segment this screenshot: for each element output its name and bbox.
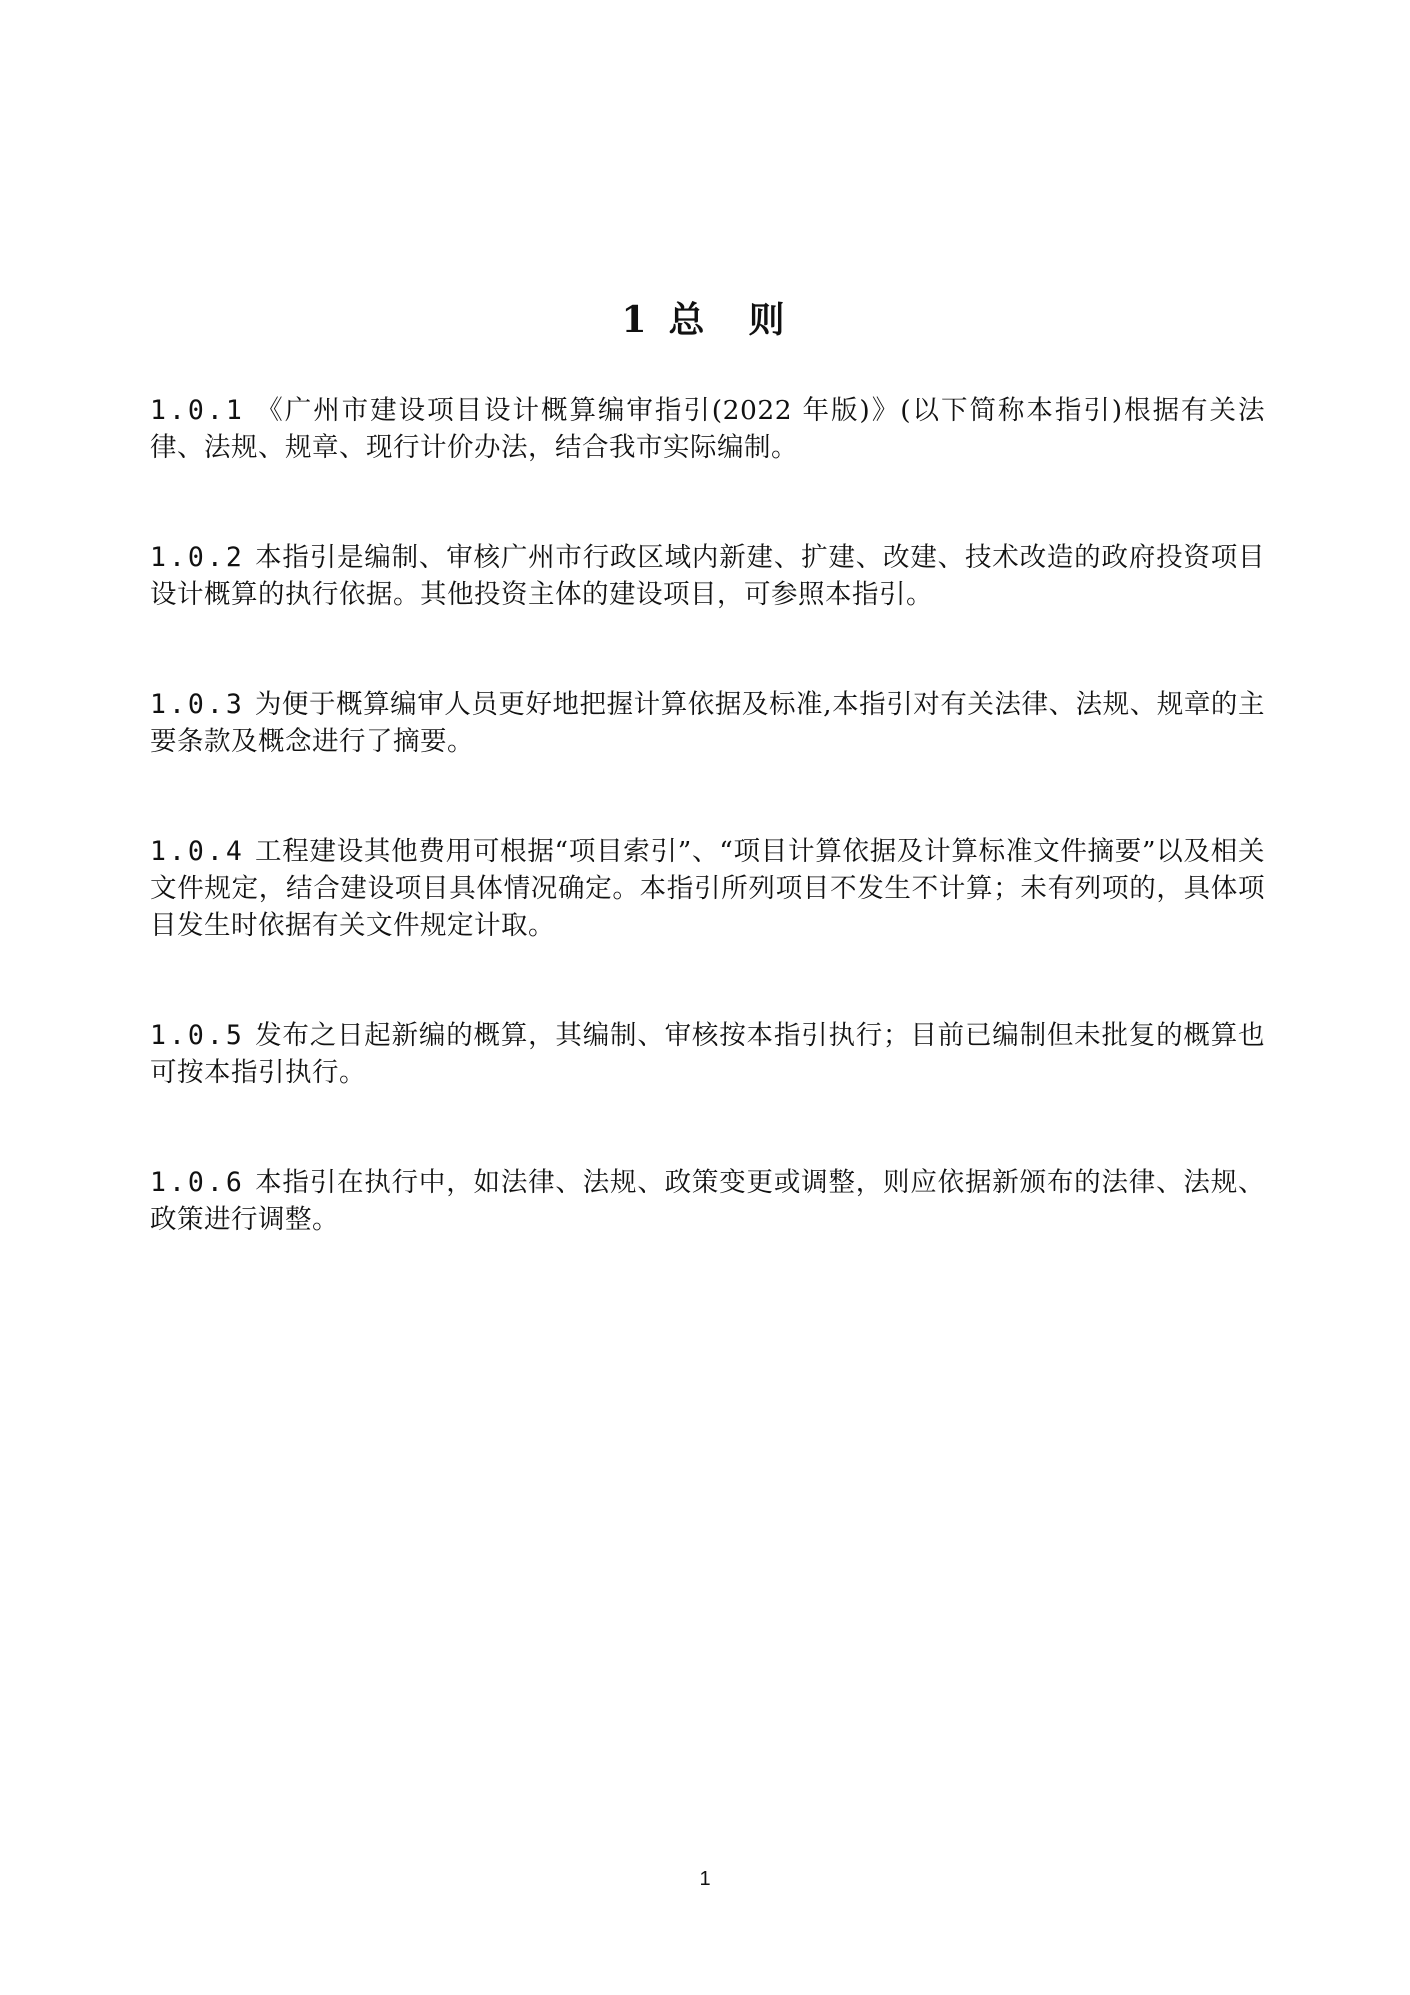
clause-paragraph (150, 1164, 1265, 1238)
chapter-number: 1 (621, 299, 651, 341)
chapter-title-word-1: 总 (668, 299, 709, 341)
chapter-body (150, 392, 1265, 1311)
clause-paragraph (150, 392, 1265, 466)
clause-text: 《广州市建设项目设计概算编审指引(2022 年版)》(以下简称本指引)根据有关法律、法规、规章、现行计价办法，结合我市实际编制。 (150, 395, 1265, 463)
chapter-title-word-2: 则 (748, 299, 789, 341)
clause-paragraph (150, 833, 1265, 944)
clause-paragraph (150, 686, 1265, 760)
clause-number: 1.0.2 (150, 542, 245, 573)
chapter-title (0, 292, 1410, 343)
clause-text: 本指引在执行中，如法律、法规、政策变更或调整，则应依据新颁布的法律、法规、政策进行调整。 (150, 1167, 1265, 1235)
clause-text: 发布之日起新编的概算，其编制、审核按本指引执行；目前已编制但未批复的概算也可按本指引执行。 (150, 1020, 1265, 1088)
clause-text: 本指引是编制、审核广州市行政区域内新建、扩建、改建、技术改造的政府投资项目设计概算的执行依据。其他投资主体的建设项目，可参照本指引。 (150, 542, 1265, 610)
clause-number: 1.0.5 (150, 1020, 245, 1051)
clause-paragraph (150, 539, 1265, 613)
clause-number: 1.0.3 (150, 689, 245, 720)
clause-paragraph (150, 1017, 1265, 1091)
clause-number: 1.0.1 (150, 395, 245, 426)
clause-text: 工程建设其他费用可根据“项目索引”、“项目计算依据及计算标准文件摘要”以及相关文件规定，结合建设项目具体情况确定。本指引所列项目不发生不计算；未有列项的，具体项目发生时依据有关文件规定计取。 (150, 836, 1265, 941)
clause-number: 1.0.4 (150, 836, 245, 867)
clause-number: 1.0.6 (150, 1167, 245, 1198)
page-number: 1 (699, 1868, 711, 1890)
clause-text: 为便于概算编审人员更好地把握计算依据及标准,本指引对有关法律、法规、规章的主要条款及概念进行了摘要。 (150, 689, 1265, 757)
